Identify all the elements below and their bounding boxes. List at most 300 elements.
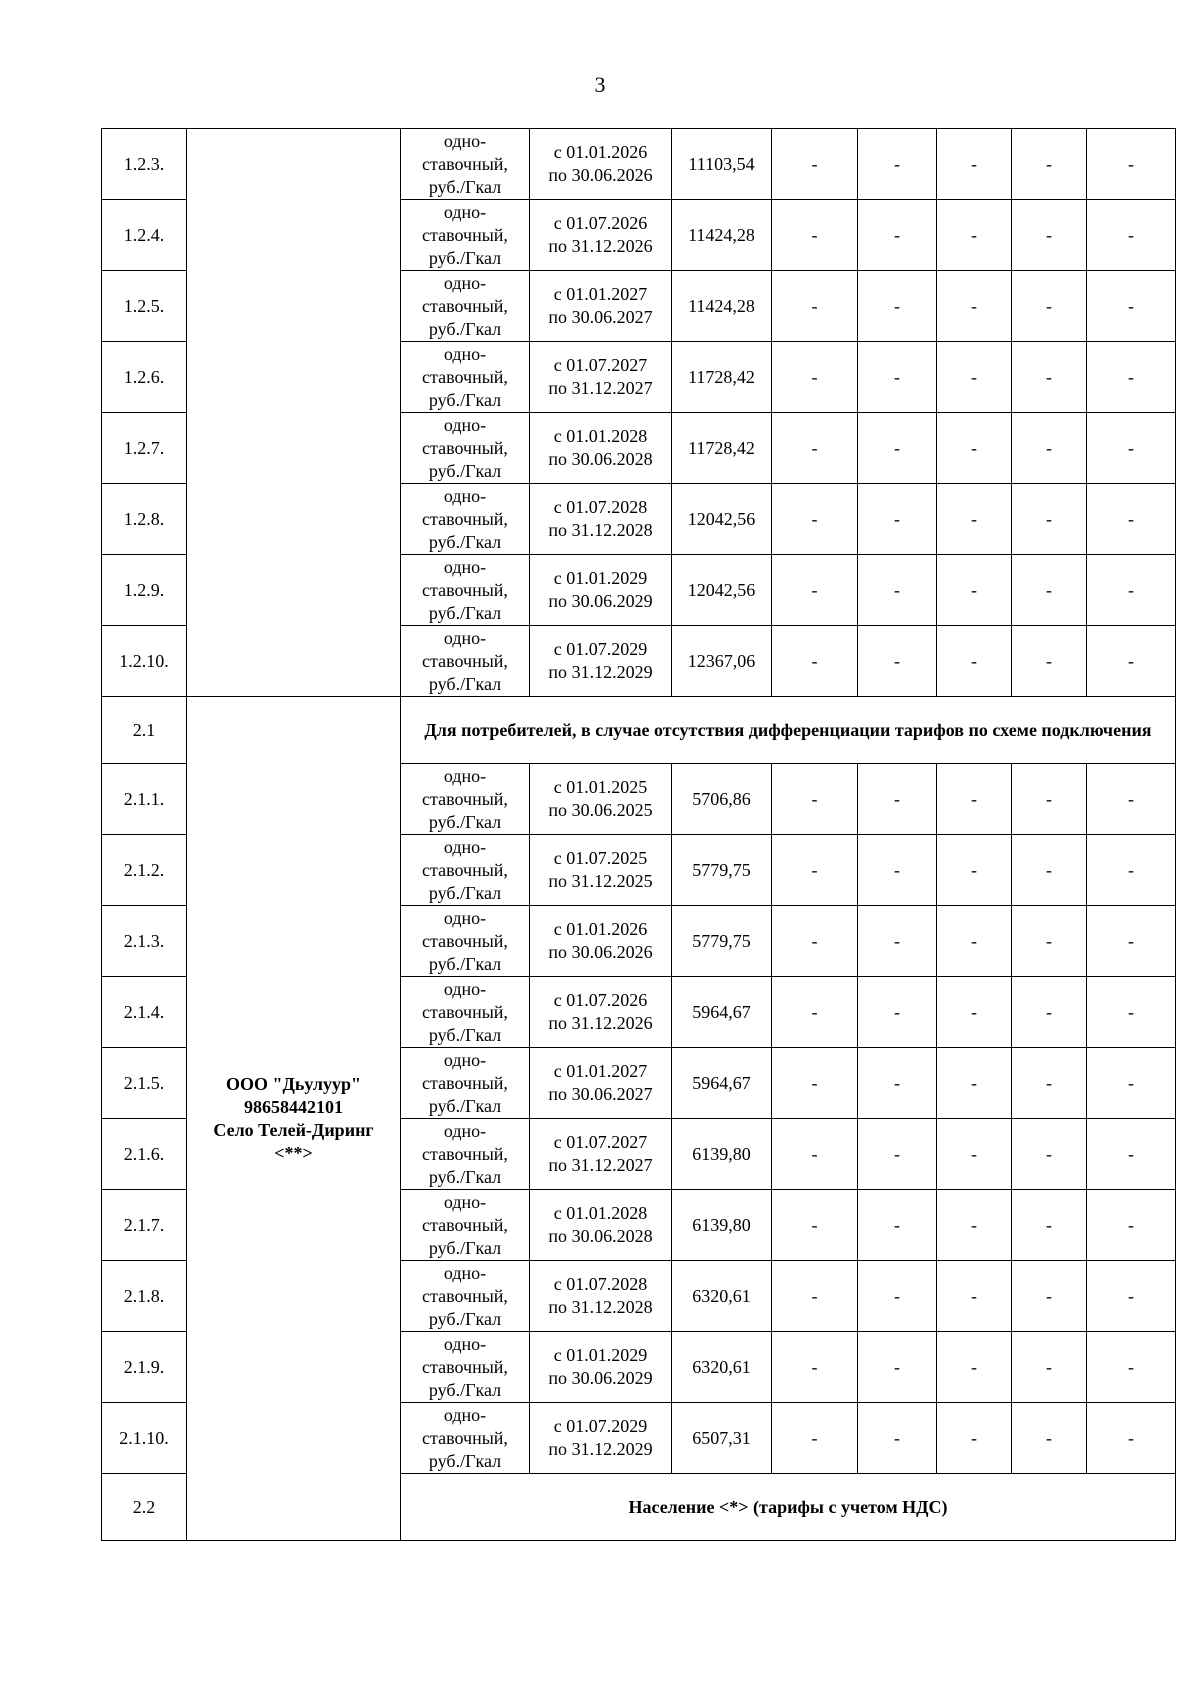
- tariff-type-line-3: руб./Гкал: [428, 531, 502, 552]
- period-to-prefix: по: [548, 1368, 568, 1388]
- dash-cell: -: [1012, 271, 1087, 342]
- dash-cell: -: [1087, 764, 1176, 835]
- dash-cell: -: [772, 1190, 858, 1261]
- dash-cell: -: [1087, 1190, 1176, 1261]
- tariff-type-line-1: одно-: [443, 1120, 487, 1141]
- tariff-type: [401, 626, 530, 697]
- dash-cell: -: [1087, 977, 1176, 1048]
- dash-cell: -: [1087, 484, 1176, 555]
- tariff-type-line-2: ставочный,: [422, 153, 508, 174]
- dash-cell: -: [858, 555, 937, 626]
- tariff-type-line-2: ставочный,: [422, 366, 508, 387]
- dash-cell: -: [1012, 977, 1087, 1048]
- dash-cell: -: [1087, 1261, 1176, 1332]
- dash-cell: -: [772, 906, 858, 977]
- dash-cell: -: [1087, 1119, 1176, 1190]
- dash-cell: -: [937, 764, 1012, 835]
- period-from: 01.01.2028: [566, 1203, 648, 1223]
- dash-cell: -: [858, 906, 937, 977]
- organization-cell: [187, 697, 401, 1541]
- row-number: 2.1.1.: [102, 764, 187, 835]
- period-to-prefix: по: [548, 942, 568, 962]
- tariff-type-line-1: одно-: [443, 130, 487, 151]
- tariff-type-line-1: одно-: [443, 1049, 487, 1070]
- dash-cell: -: [772, 1119, 858, 1190]
- dash-cell: -: [772, 626, 858, 697]
- dash-cell: -: [772, 200, 858, 271]
- period-from-prefix: с: [553, 142, 562, 162]
- period-to: 30.06.2028: [571, 1226, 653, 1246]
- tariff-type-line-1: одно-: [443, 272, 487, 293]
- tariff-type-line-3: руб./Гкал: [428, 673, 502, 694]
- period-to-prefix: по: [548, 591, 568, 611]
- org-note: <**>: [274, 1142, 313, 1163]
- tariff-type: [401, 1119, 530, 1190]
- tariff-type-line-1: одно-: [443, 556, 487, 577]
- organization-blank-cell: [187, 129, 401, 697]
- section-number: 2.2: [102, 1474, 187, 1541]
- tariff-type-line-3: руб./Гкал: [428, 247, 502, 268]
- tariff-type-line-1: одно-: [443, 414, 487, 435]
- row-number: 1.2.7.: [102, 413, 187, 484]
- period-to-prefix: по: [548, 307, 568, 327]
- row-number: 2.1.8.: [102, 1261, 187, 1332]
- tariff-value: 6139,80: [672, 1119, 772, 1190]
- dash-cell: -: [772, 835, 858, 906]
- period-to-prefix: по: [548, 1226, 568, 1246]
- period-to-prefix: по: [548, 236, 568, 256]
- dash-cell: -: [858, 129, 937, 200]
- period-to: 31.12.2027: [571, 378, 653, 398]
- period-from: 01.07.2025: [566, 848, 648, 868]
- period-from: 01.07.2029: [566, 639, 648, 659]
- period-to: 30.06.2029: [571, 1368, 653, 1388]
- dash-cell: -: [772, 1048, 858, 1119]
- row-number: 2.1.2.: [102, 835, 187, 906]
- dash-cell: -: [1087, 413, 1176, 484]
- dash-cell: -: [937, 484, 1012, 555]
- dash-cell: -: [858, 413, 937, 484]
- tariff-value: 5964,67: [672, 977, 772, 1048]
- tariff-type-line-3: руб./Гкал: [428, 811, 502, 832]
- tariff-type-line-1: одно-: [443, 1333, 487, 1354]
- tariff-type: [401, 1332, 530, 1403]
- tariff-type: [401, 413, 530, 484]
- dash-cell: -: [858, 764, 937, 835]
- tariff-value: 5779,75: [672, 835, 772, 906]
- tariff-type: [401, 129, 530, 200]
- tariff-type-line-1: одно-: [443, 765, 487, 786]
- row-number: 2.1.7.: [102, 1190, 187, 1261]
- period-to-prefix: по: [548, 165, 568, 185]
- dash-cell: -: [1012, 484, 1087, 555]
- period-to: 30.06.2029: [571, 591, 653, 611]
- tariff-type-line-2: ставочный,: [422, 437, 508, 458]
- period-from: 01.07.2026: [566, 213, 648, 233]
- tariff-type-line-1: одно-: [443, 627, 487, 648]
- dash-cell: -: [1012, 1190, 1087, 1261]
- row-number: 2.1.3.: [102, 906, 187, 977]
- org-name: ООО "Дьулуур": [225, 1073, 362, 1094]
- dash-cell: -: [937, 626, 1012, 697]
- period-from-prefix: с: [553, 355, 562, 375]
- validity-period: [530, 555, 672, 626]
- dash-cell: -: [1012, 906, 1087, 977]
- period-from: 01.01.2025: [566, 777, 648, 797]
- dash-cell: -: [858, 342, 937, 413]
- period-from-prefix: с: [553, 213, 562, 233]
- tariff-type-line-3: руб./Гкал: [428, 882, 502, 903]
- tariff-type-line-2: ставочный,: [422, 788, 508, 809]
- section-row: [102, 697, 1176, 764]
- tariff-type-line-3: руб./Гкал: [428, 1095, 502, 1116]
- period-from-prefix: с: [553, 639, 562, 659]
- tariff-type-line-2: ставочный,: [422, 579, 508, 600]
- period-from: 01.07.2027: [566, 355, 648, 375]
- dash-cell: -: [1087, 1048, 1176, 1119]
- dash-cell: -: [858, 1119, 937, 1190]
- dash-cell: -: [937, 555, 1012, 626]
- section-title: Население <*> (тарифы с учетом НДС): [401, 1474, 1176, 1541]
- tariff-type-line-2: ставочный,: [422, 508, 508, 529]
- period-from: 01.01.2027: [566, 284, 648, 304]
- tariff-type-line-3: руб./Гкал: [428, 318, 502, 339]
- period-from-prefix: с: [553, 497, 562, 517]
- dash-cell: -: [1087, 626, 1176, 697]
- row-number: 2.1.10.: [102, 1403, 187, 1474]
- period-to-prefix: по: [548, 1439, 568, 1459]
- dash-cell: -: [1087, 906, 1176, 977]
- period-to: 31.12.2026: [571, 1013, 653, 1033]
- period-to: 30.06.2027: [571, 1084, 653, 1104]
- dash-cell: -: [1087, 342, 1176, 413]
- validity-period: [530, 271, 672, 342]
- tariff-value: 12367,06: [672, 626, 772, 697]
- validity-period: [530, 1190, 672, 1261]
- period-to: 31.12.2026: [571, 236, 653, 256]
- period-from-prefix: с: [553, 848, 562, 868]
- dash-cell: -: [772, 413, 858, 484]
- dash-cell: -: [1012, 129, 1087, 200]
- tariff-type: [401, 342, 530, 413]
- period-to-prefix: по: [548, 662, 568, 682]
- period-to: 30.06.2026: [571, 942, 653, 962]
- tariff-value: 11424,28: [672, 271, 772, 342]
- tariff-type-line-3: руб./Гкал: [428, 1237, 502, 1258]
- tariff-type-line-3: руб./Гкал: [428, 176, 502, 197]
- tariff-type-line-2: ставочный,: [422, 1285, 508, 1306]
- dash-cell: -: [1012, 342, 1087, 413]
- period-to-prefix: по: [548, 871, 568, 891]
- tariff-value: 6507,31: [672, 1403, 772, 1474]
- period-from-prefix: с: [553, 1416, 562, 1436]
- period-to: 31.12.2028: [571, 1297, 653, 1317]
- row-number: 2.1.9.: [102, 1332, 187, 1403]
- dash-cell: -: [1012, 1048, 1087, 1119]
- tariff-type: [401, 200, 530, 271]
- validity-period: [530, 906, 672, 977]
- row-number: 1.2.3.: [102, 129, 187, 200]
- tariff-type-line-2: ставочный,: [422, 859, 508, 880]
- tariff-type-line-1: одно-: [443, 201, 487, 222]
- validity-period: [530, 1119, 672, 1190]
- dash-cell: -: [772, 271, 858, 342]
- period-from-prefix: с: [553, 284, 562, 304]
- tariff-type-line-3: руб./Гкал: [428, 953, 502, 974]
- dash-cell: -: [772, 342, 858, 413]
- tariff-type-line-1: одно-: [443, 1404, 487, 1425]
- validity-period: [530, 626, 672, 697]
- tariff-type-line-1: одно-: [443, 836, 487, 857]
- dash-cell: -: [1012, 1261, 1087, 1332]
- tariff-type: [401, 977, 530, 1048]
- period-from-prefix: с: [553, 777, 562, 797]
- validity-period: [530, 977, 672, 1048]
- validity-period: [530, 200, 672, 271]
- validity-period: [530, 1332, 672, 1403]
- tariff-value: 5779,75: [672, 906, 772, 977]
- period-from-prefix: с: [553, 1345, 562, 1365]
- period-to-prefix: по: [548, 1084, 568, 1104]
- dash-cell: -: [937, 977, 1012, 1048]
- tariff-table: [101, 128, 1176, 1541]
- period-from: 01.07.2027: [566, 1132, 648, 1152]
- period-to: 31.12.2029: [571, 1439, 653, 1459]
- dash-cell: -: [937, 835, 1012, 906]
- dash-cell: -: [772, 764, 858, 835]
- row-number: 1.2.5.: [102, 271, 187, 342]
- tariff-type-line-1: одно-: [443, 1191, 487, 1212]
- period-from: 01.01.2028: [566, 426, 648, 446]
- dash-cell: -: [1012, 626, 1087, 697]
- tariff-type-line-1: одно-: [443, 485, 487, 506]
- dash-cell: -: [1087, 200, 1176, 271]
- period-from: 01.07.2026: [566, 990, 648, 1010]
- dash-cell: -: [937, 1332, 1012, 1403]
- tariff-type-line-3: руб./Гкал: [428, 1450, 502, 1471]
- dash-cell: -: [1087, 129, 1176, 200]
- tariff-type-line-2: ставочный,: [422, 295, 508, 316]
- dash-cell: -: [858, 271, 937, 342]
- validity-period: [530, 1403, 672, 1474]
- tariff-type: [401, 484, 530, 555]
- validity-period: [530, 1261, 672, 1332]
- period-from: 01.01.2029: [566, 568, 648, 588]
- period-from-prefix: с: [553, 919, 562, 939]
- tariff-type-line-2: ставочный,: [422, 1001, 508, 1022]
- tariff-type-line-2: ставочный,: [422, 1143, 508, 1164]
- dash-cell: -: [1087, 1332, 1176, 1403]
- dash-cell: -: [858, 1261, 937, 1332]
- tariff-value: 6320,61: [672, 1261, 772, 1332]
- period-to: 31.12.2029: [571, 662, 653, 682]
- dash-cell: -: [858, 835, 937, 906]
- period-to-prefix: по: [548, 1155, 568, 1175]
- tariff-value: 12042,56: [672, 555, 772, 626]
- period-from: 01.01.2026: [566, 919, 648, 939]
- dash-cell: -: [772, 1332, 858, 1403]
- dash-cell: -: [937, 342, 1012, 413]
- dash-cell: -: [858, 200, 937, 271]
- org-inn: 98658442101: [244, 1096, 343, 1117]
- period-from-prefix: с: [553, 1132, 562, 1152]
- dash-cell: -: [858, 484, 937, 555]
- tariff-type-line-2: ставочный,: [422, 1356, 508, 1377]
- dash-cell: -: [1087, 835, 1176, 906]
- period-from-prefix: с: [553, 1061, 562, 1081]
- tariff-type-line-3: руб./Гкал: [428, 1024, 502, 1045]
- dash-cell: -: [858, 1048, 937, 1119]
- tariff-value: 11103,54: [672, 129, 772, 200]
- period-to-prefix: по: [548, 800, 568, 820]
- validity-period: [530, 129, 672, 200]
- period-to: 30.06.2026: [571, 165, 653, 185]
- dash-cell: -: [1012, 200, 1087, 271]
- tariff-type: [401, 1048, 530, 1119]
- dash-cell: -: [937, 906, 1012, 977]
- dash-cell: -: [1087, 271, 1176, 342]
- dash-cell: -: [772, 484, 858, 555]
- period-to: 31.12.2027: [571, 1155, 653, 1175]
- row-number: 1.2.9.: [102, 555, 187, 626]
- period-from-prefix: с: [553, 426, 562, 446]
- dash-cell: -: [1087, 555, 1176, 626]
- tariff-type: [401, 906, 530, 977]
- period-from: 01.07.2029: [566, 1416, 648, 1436]
- tariff-type-line-1: одно-: [443, 907, 487, 928]
- dash-cell: -: [937, 1403, 1012, 1474]
- row-number: 1.2.8.: [102, 484, 187, 555]
- dash-cell: -: [937, 271, 1012, 342]
- period-to: 30.06.2027: [571, 307, 653, 327]
- dash-cell: -: [937, 1190, 1012, 1261]
- row-number: 1.2.6.: [102, 342, 187, 413]
- page-number: 3: [594, 72, 606, 97]
- tariff-type: [401, 271, 530, 342]
- tariff-type: [401, 835, 530, 906]
- dash-cell: -: [772, 1261, 858, 1332]
- period-to-prefix: по: [548, 449, 568, 469]
- period-from-prefix: с: [553, 1274, 562, 1294]
- tariff-type-line-1: одно-: [443, 978, 487, 999]
- validity-period: [530, 484, 672, 555]
- period-from-prefix: с: [553, 1203, 562, 1223]
- validity-period: [530, 835, 672, 906]
- tariff-type-line-2: ставочный,: [422, 1072, 508, 1093]
- tariff-type-line-3: руб./Гкал: [428, 1166, 502, 1187]
- validity-period: [530, 1048, 672, 1119]
- row-number: 1.2.10.: [102, 626, 187, 697]
- tariff-type-line-1: одно-: [443, 1262, 487, 1283]
- tariff-type-line-3: руб./Гкал: [428, 602, 502, 623]
- period-to: 30.06.2025: [571, 800, 653, 820]
- period-to: 30.06.2028: [571, 449, 653, 469]
- table-row: [102, 129, 1176, 200]
- dash-cell: -: [772, 129, 858, 200]
- period-to-prefix: по: [548, 378, 568, 398]
- period-from-prefix: с: [553, 568, 562, 588]
- period-from-prefix: с: [553, 990, 562, 1010]
- dash-cell: -: [937, 200, 1012, 271]
- row-number: 2.1.4.: [102, 977, 187, 1048]
- dash-cell: -: [1012, 1119, 1087, 1190]
- tariff-type-line-3: руб./Гкал: [428, 389, 502, 410]
- section-number: 2.1: [102, 697, 187, 764]
- row-number: 2.1.5.: [102, 1048, 187, 1119]
- tariff-type: [401, 764, 530, 835]
- period-from: 01.01.2026: [566, 142, 648, 162]
- dash-cell: -: [858, 977, 937, 1048]
- dash-cell: -: [1087, 1403, 1176, 1474]
- period-from: 01.01.2029: [566, 1345, 648, 1365]
- tariff-value: 11728,42: [672, 413, 772, 484]
- period-from: 01.01.2027: [566, 1061, 648, 1081]
- tariff-type-line-3: руб./Гкал: [428, 1308, 502, 1329]
- validity-period: [530, 342, 672, 413]
- tariff-type-line-2: ставочный,: [422, 930, 508, 951]
- tariff-type-line-3: руб./Гкал: [428, 460, 502, 481]
- tariff-type-line-2: ставочный,: [422, 650, 508, 671]
- dash-cell: -: [1012, 835, 1087, 906]
- tariff-type: [401, 1403, 530, 1474]
- tariff-type-line-2: ставочный,: [422, 1427, 508, 1448]
- row-number: 1.2.4.: [102, 200, 187, 271]
- dash-cell: -: [937, 413, 1012, 484]
- dash-cell: -: [858, 1403, 937, 1474]
- dash-cell: -: [1012, 1332, 1087, 1403]
- tariff-type: [401, 1261, 530, 1332]
- tariff-type: [401, 555, 530, 626]
- tariff-type-line-3: руб./Гкал: [428, 1379, 502, 1400]
- dash-cell: -: [937, 1119, 1012, 1190]
- dash-cell: -: [858, 1190, 937, 1261]
- dash-cell: -: [1012, 764, 1087, 835]
- dash-cell: -: [858, 1332, 937, 1403]
- validity-period: [530, 764, 672, 835]
- dash-cell: -: [772, 977, 858, 1048]
- validity-period: [530, 413, 672, 484]
- tariff-value: 5964,67: [672, 1048, 772, 1119]
- tariff-value: 11728,42: [672, 342, 772, 413]
- dash-cell: -: [1012, 555, 1087, 626]
- dash-cell: -: [858, 626, 937, 697]
- dash-cell: -: [937, 129, 1012, 200]
- tariff-type-line-2: ставочный,: [422, 1214, 508, 1235]
- tariff-type-line-1: одно-: [443, 343, 487, 364]
- tariff-value: 6139,80: [672, 1190, 772, 1261]
- period-to: 31.12.2025: [571, 871, 653, 891]
- period-to-prefix: по: [548, 1013, 568, 1033]
- dash-cell: -: [772, 1403, 858, 1474]
- row-number: 2.1.6.: [102, 1119, 187, 1190]
- period-from: 01.07.2028: [566, 1274, 648, 1294]
- tariff-value: 6320,61: [672, 1332, 772, 1403]
- tariff-value: 11424,28: [672, 200, 772, 271]
- dash-cell: -: [1012, 1403, 1087, 1474]
- tariff-value: 12042,56: [672, 484, 772, 555]
- period-to: 31.12.2028: [571, 520, 653, 540]
- dash-cell: -: [937, 1261, 1012, 1332]
- period-to-prefix: по: [548, 1297, 568, 1317]
- org-locality: Село Телей-Диринг: [213, 1119, 374, 1140]
- tariff-type: [401, 1190, 530, 1261]
- section-title: Для потребителей, в случае отсутствия дифференциации тарифов по схеме подключения: [401, 697, 1176, 764]
- period-to-prefix: по: [548, 520, 568, 540]
- dash-cell: -: [937, 1048, 1012, 1119]
- dash-cell: -: [772, 555, 858, 626]
- period-from: 01.07.2028: [566, 497, 648, 517]
- tariff-value: 5706,86: [672, 764, 772, 835]
